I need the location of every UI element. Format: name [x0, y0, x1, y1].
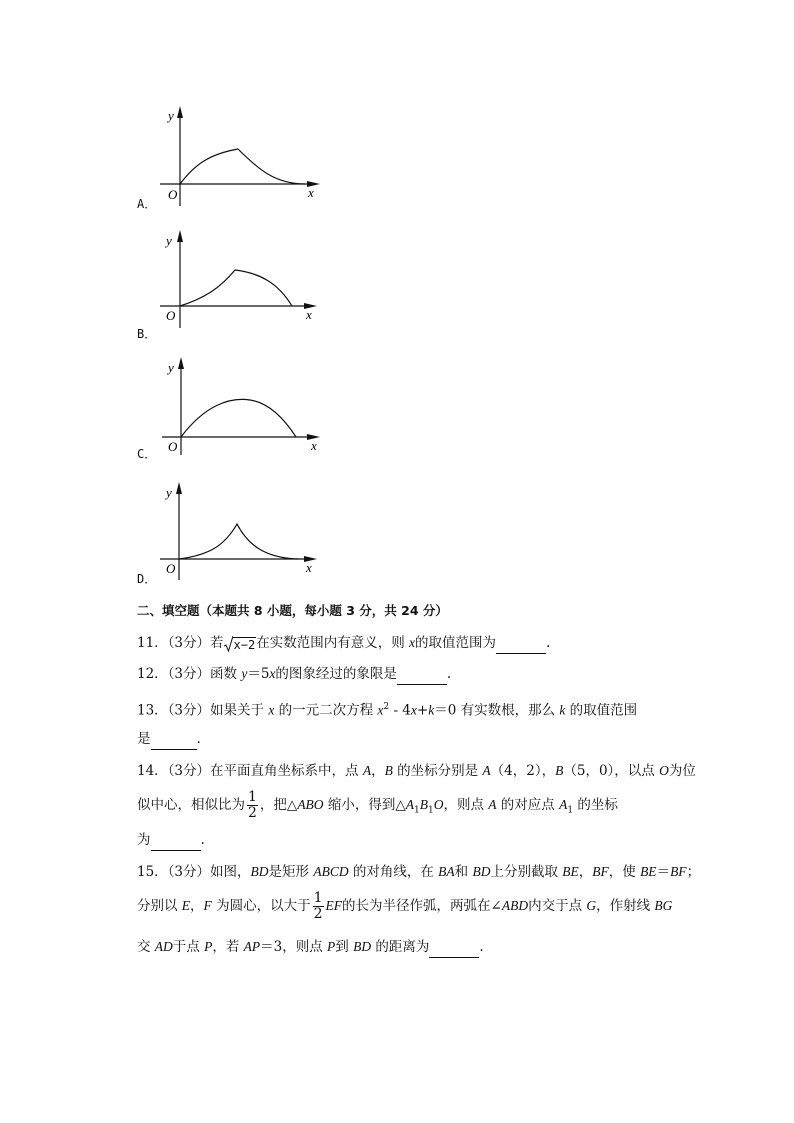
q15-var: ABD — [501, 898, 529, 913]
q14-text: ，把△ — [259, 797, 298, 813]
q15-var: BD — [250, 864, 269, 879]
q14-sub: 1 — [427, 805, 434, 816]
y-axis-label: y — [168, 108, 174, 123]
question-11 — [137, 633, 550, 654]
q14-number: 14． — [137, 763, 168, 779]
q15-text: 是矩形 — [268, 864, 314, 880]
q15-var: BE — [562, 864, 579, 879]
q12-text: 函数 — [210, 666, 242, 682]
q14-var: A — [559, 797, 568, 812]
q14-end: . — [200, 832, 205, 848]
origin-label: O — [166, 308, 176, 323]
q15-text: ，使 — [608, 864, 641, 880]
q15-text: ，作射线 — [596, 898, 655, 914]
q15-var: G — [586, 898, 597, 913]
q14-text: （4，2）， — [490, 763, 556, 779]
fraction-numerator: 1 — [313, 890, 323, 906]
q13-text: 如果关于 — [210, 702, 269, 719]
q12-end: . — [446, 666, 452, 682]
radicand: x−2 — [233, 637, 256, 652]
q15-var: E — [181, 898, 191, 913]
q14-var: B — [419, 797, 428, 812]
q14-var: A — [362, 763, 372, 778]
radical-sign-icon — [224, 636, 233, 652]
fraction-numerator: 1 — [248, 789, 257, 805]
q15-var: BA — [438, 864, 455, 879]
origin-label: O — [168, 439, 178, 454]
option-a-letter: A． — [137, 197, 157, 211]
q13-text: ＝0 有实数根，那么 — [434, 702, 560, 719]
q14-points: （3分） — [167, 763, 211, 779]
q13-points: （3分） — [167, 702, 211, 719]
q15-text: 的对角线，在 — [348, 864, 439, 880]
q14-var: A — [488, 797, 497, 812]
origin-label: O — [166, 561, 176, 576]
fraction — [247, 790, 258, 821]
q14-text: 的坐标分别是 — [392, 763, 483, 779]
q14-text: 为位 — [668, 763, 696, 779]
option-c-graph — [150, 355, 330, 460]
origin-label: O — [168, 187, 178, 202]
q15-text: ， — [190, 898, 204, 914]
q14-text: ，则点 — [443, 797, 489, 813]
q15-var: P — [204, 939, 213, 954]
y-axis-label: y — [166, 233, 172, 248]
q14-text: 为 — [137, 832, 151, 848]
q13-end: . — [196, 731, 201, 747]
fraction — [313, 891, 324, 922]
q12-points: （3分） — [167, 666, 211, 682]
q15-text: 上分别截取 — [490, 864, 563, 880]
question-15-line-3 — [137, 937, 484, 958]
q13-eq: + — [416, 702, 429, 719]
y-axis-label: y — [168, 360, 174, 375]
q15-var: BF — [670, 864, 687, 879]
q12-number: 12． — [137, 666, 168, 682]
q15-text: 的距离为 — [371, 939, 430, 955]
q13-eq: x — [410, 702, 417, 718]
answer-blank[interactable] — [151, 729, 197, 750]
q13-number: 13． — [137, 702, 168, 719]
q15-text: ，若 — [212, 939, 244, 955]
option-b-letter: B． — [137, 327, 157, 341]
option-a-graph — [150, 104, 330, 209]
q11-text: 在实数范围内有意义，则 — [256, 635, 410, 651]
q13-text: 是 — [137, 731, 151, 747]
question-12 — [137, 664, 451, 685]
q14-var: O — [433, 797, 444, 812]
answer-blank[interactable] — [397, 664, 447, 685]
q15-text: 到 — [335, 939, 354, 955]
q14-text: ， — [371, 763, 385, 779]
answer-blank[interactable] — [429, 937, 479, 958]
option-c-letter: C． — [137, 447, 157, 461]
q11-var: x — [409, 635, 416, 650]
q14-text: 的坐标 — [573, 797, 618, 813]
q13-var: x — [268, 702, 275, 718]
q11-text: 的取值范围为 — [415, 635, 497, 651]
q13-eq: x — [377, 702, 384, 718]
fraction-denominator: 2 — [313, 906, 323, 922]
q15-var: F — [203, 898, 212, 913]
q15-var: BD — [472, 864, 491, 879]
question-14-line-3 — [137, 830, 205, 851]
option-b-graph — [150, 228, 330, 333]
question-15 — [137, 862, 700, 882]
q15-var: ABCD — [313, 864, 349, 879]
q15-text: 和 — [454, 864, 473, 880]
answer-blank[interactable] — [151, 830, 201, 851]
sqrt-expression — [224, 636, 257, 652]
q15-var: BE — [640, 864, 657, 879]
q11-number: 11． — [137, 635, 168, 651]
q12-var: x — [269, 666, 276, 681]
q15-text: ； — [686, 864, 701, 880]
q11-end: . — [546, 635, 551, 651]
q15-text: 分别以 — [137, 898, 182, 914]
q15-text: 为圆心，以大于 — [211, 898, 311, 914]
q12-text: 的图象经过的象限是 — [275, 666, 397, 682]
fraction-denominator: 2 — [248, 805, 257, 821]
q12-func: y — [241, 666, 248, 681]
q13-text: 的一元二次方程 — [274, 702, 378, 719]
question-13 — [137, 697, 637, 721]
q15-text: ＝3，则点 — [260, 939, 328, 955]
q15-number: 15． — [137, 864, 168, 880]
q14-var: O — [659, 763, 669, 778]
q11-text: 若 — [210, 635, 224, 651]
q13-eq: - 4 — [389, 702, 411, 719]
question-14 — [137, 761, 696, 781]
q13-eq: k — [428, 702, 435, 718]
q14-text: （5，0），以点 — [563, 763, 660, 779]
q15-text: 交 — [137, 939, 155, 955]
q15-text: 内交于点 — [528, 898, 587, 914]
q11-points: （3分） — [167, 635, 211, 651]
q15-text: 于点 — [172, 939, 205, 955]
q13-var: k — [559, 702, 566, 718]
x-axis-label: x — [311, 438, 317, 453]
section-title: 二、填空题（本题共 8 小题，每小题 3 分，共 24 分） — [137, 603, 448, 618]
x-axis-label: x — [306, 307, 312, 322]
q14-text: 的对应点 — [496, 797, 560, 813]
option-d-letter: D． — [137, 572, 157, 586]
question-13-line-2 — [137, 729, 201, 750]
question-14-line-2 — [137, 790, 618, 826]
q14-text: 在平面直角坐标系中，点 — [210, 763, 363, 779]
q13-sup: 2 — [383, 702, 390, 712]
q15-var: AD — [154, 939, 173, 954]
q14-text: 缩小，得到△ — [323, 797, 406, 813]
q14-var: B — [384, 763, 393, 778]
q15-var: BD — [353, 939, 372, 954]
q15-var: AP — [243, 939, 261, 954]
q15-text: ， — [578, 864, 593, 880]
q15-var: P — [327, 939, 336, 954]
y-axis-label: y — [166, 485, 172, 500]
q15-text: 如图， — [210, 864, 251, 880]
option-d-graph — [150, 480, 330, 585]
q14-sub: 1 — [414, 805, 420, 816]
q15-var: BF — [592, 864, 609, 879]
q14-sub: 1 — [567, 805, 574, 816]
q15-end: . — [479, 939, 484, 955]
q15-text: ＝ — [656, 864, 671, 880]
q13-text: 的取值范围 — [565, 702, 638, 719]
q15-var: EF — [325, 898, 343, 913]
q15-text: 的长为半径作弧，两弧在∠ — [342, 898, 502, 914]
q14-text: 似中心，相似比为 — [137, 797, 245, 813]
q14-var: B — [555, 763, 564, 778]
x-axis-label: x — [306, 560, 312, 575]
q15-points: （3分） — [167, 864, 211, 880]
q15-var: BG — [654, 898, 673, 913]
q14-var: A — [482, 763, 491, 778]
q14-var: A — [405, 797, 414, 812]
q12-text: ＝5 — [247, 666, 270, 682]
q14-var: ABO — [297, 797, 324, 812]
x-axis-label: x — [308, 185, 314, 200]
answer-blank[interactable] — [496, 633, 546, 654]
question-15-line-2 — [137, 891, 672, 922]
